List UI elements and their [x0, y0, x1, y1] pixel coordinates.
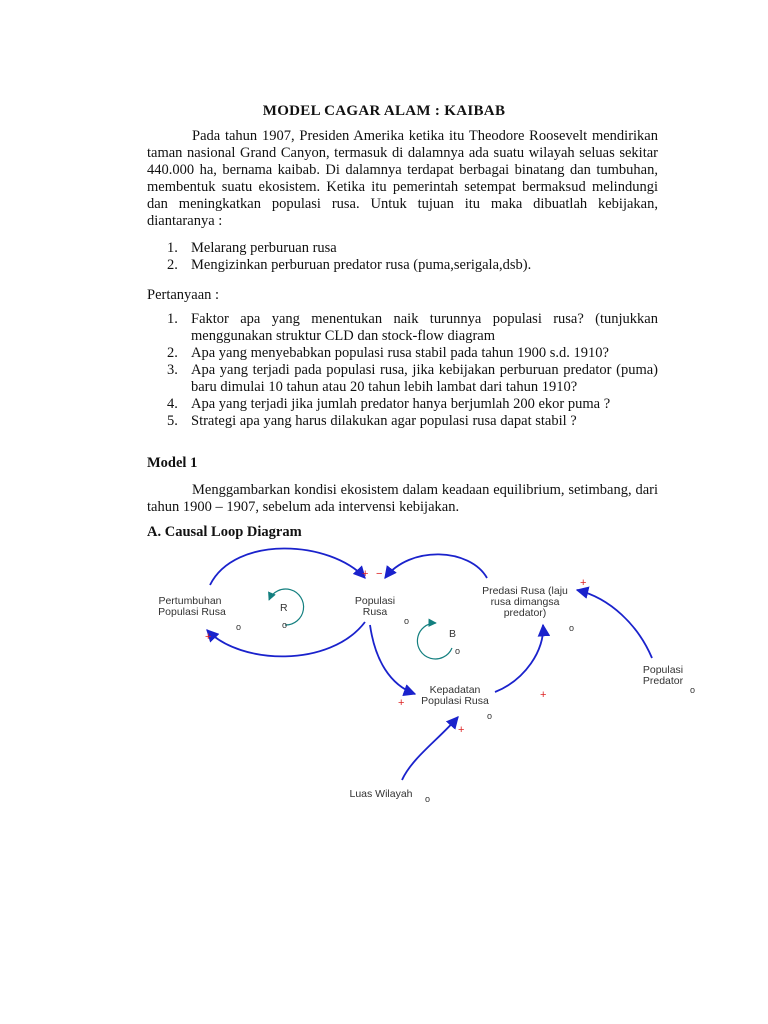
- link-populasi-to-kepadatan: [370, 625, 415, 694]
- model-description: Menggambarkan kondisi ekosistem dalam keadaan equilibrium, setimbang, dari tahun 1900 – 1907, sebelum ada intervensi kebijakan.: [147, 482, 658, 515]
- list-item: 2. Apa yang menyebabkan populasi rusa stabil pada tahun 1900 s.d. 1910?: [167, 345, 609, 361]
- sign-plus: +: [458, 724, 465, 736]
- delay-circle: o: [569, 623, 575, 633]
- node-luas-wilayah: Luas Wilayah: [349, 788, 413, 800]
- node-pertumbuhan-line1: Pertumbuhan: [158, 595, 222, 607]
- link-kepadatan-to-predasi: [495, 625, 543, 692]
- sign-plus: +: [362, 568, 369, 580]
- node-predator-line2: Predator: [642, 675, 684, 687]
- node-pertumbuhan-line2: Populasi Rusa: [158, 606, 226, 618]
- loop-b-marker: [417, 623, 456, 659]
- node-predasi-line3: predator): [503, 607, 547, 619]
- node-populasi-line1: Populasi: [354, 595, 396, 607]
- delay-circle: o: [425, 794, 431, 804]
- node-kepadatan-line1: Kepadatan: [429, 684, 481, 696]
- variable-labels: [158, 585, 683, 800]
- node-predator-line1: Populasi: [642, 664, 684, 676]
- list-item: 2. Mengizinkan perburuan predator rusa (puma,serigala,dsb).: [167, 257, 532, 273]
- delay-circle: o: [455, 646, 461, 656]
- delay-circle: o: [487, 711, 493, 721]
- link-predator-to-predasi: [577, 590, 652, 658]
- model-heading: Model 1: [147, 455, 198, 471]
- link-pertumbuhan-to-populasi: [210, 548, 365, 585]
- list-item: 5. Strategi apa yang harus dilakukan agar populasi rusa dapat stabil ?: [167, 413, 577, 429]
- section-heading: A. Causal Loop Diagram: [147, 524, 302, 540]
- questions-label: Pertanyaan :: [147, 287, 220, 303]
- list-item: 1. Faktor apa yang menentukan naik turunnya populasi rusa? (tunjukkan menggunakan struktur CLD dan stock-flow diagram: [167, 311, 658, 344]
- link-predasi-to-populasi: [385, 554, 487, 578]
- delay-circle: o: [404, 616, 410, 626]
- link-luas-to-kepadatan: [402, 717, 458, 780]
- sign-plus: +: [398, 697, 405, 709]
- list-item: 4. Apa yang terjadi jika jumlah predator hanya berjumlah 200 ekor puma ?: [167, 396, 611, 412]
- sign-plus: +: [580, 577, 587, 589]
- list-item: 1. Melarang perburuan rusa: [167, 240, 337, 256]
- loop-b-label: B: [449, 628, 457, 640]
- node-predasi-line2: rusa dimangsa: [490, 596, 560, 608]
- delay-circle: o: [282, 620, 288, 630]
- delay-circle: o: [236, 622, 242, 632]
- node-populasi-line2: Rusa: [362, 606, 388, 618]
- delay-circle: o: [690, 685, 696, 695]
- node-kepadatan-line2: Populasi Rusa: [421, 695, 489, 707]
- page-title: MODEL CAGAR ALAM : KAIBAB: [262, 103, 506, 119]
- loop-r-label: R: [280, 602, 288, 614]
- sign-plus: +: [540, 689, 547, 701]
- node-predasi-line1: Predasi Rusa (laju: [482, 585, 568, 597]
- list-item: 3. Apa yang terjadi pada populasi rusa, jika kebijakan perburuan predator (puma) baru dimulai 10 tahun atau 20 tahun lebih lambat dari tahun 1910?: [167, 362, 658, 395]
- sign-plus: +: [205, 631, 212, 643]
- intro-paragraph: Pada tahun 1907, Presiden Amerika ketika itu Theodore Roosevelt mendirikan taman nasional Grand Canyon, termasuk di dalamnya ada suatu wilayah seluas sekitar 440.000 ha, bernama kaibab. Di dalamnya terdapat berbagai binatang dan tumbuhan, membentuk suatu ekosistem. Ketika itu pemerintah setempat bermaksud melindungi dan meningkatkan populasi rusa. Untuk tujuan itu maka dibuatlah kebijakan, diantaranya :: [147, 128, 658, 229]
- sign-minus: −: [376, 568, 383, 580]
